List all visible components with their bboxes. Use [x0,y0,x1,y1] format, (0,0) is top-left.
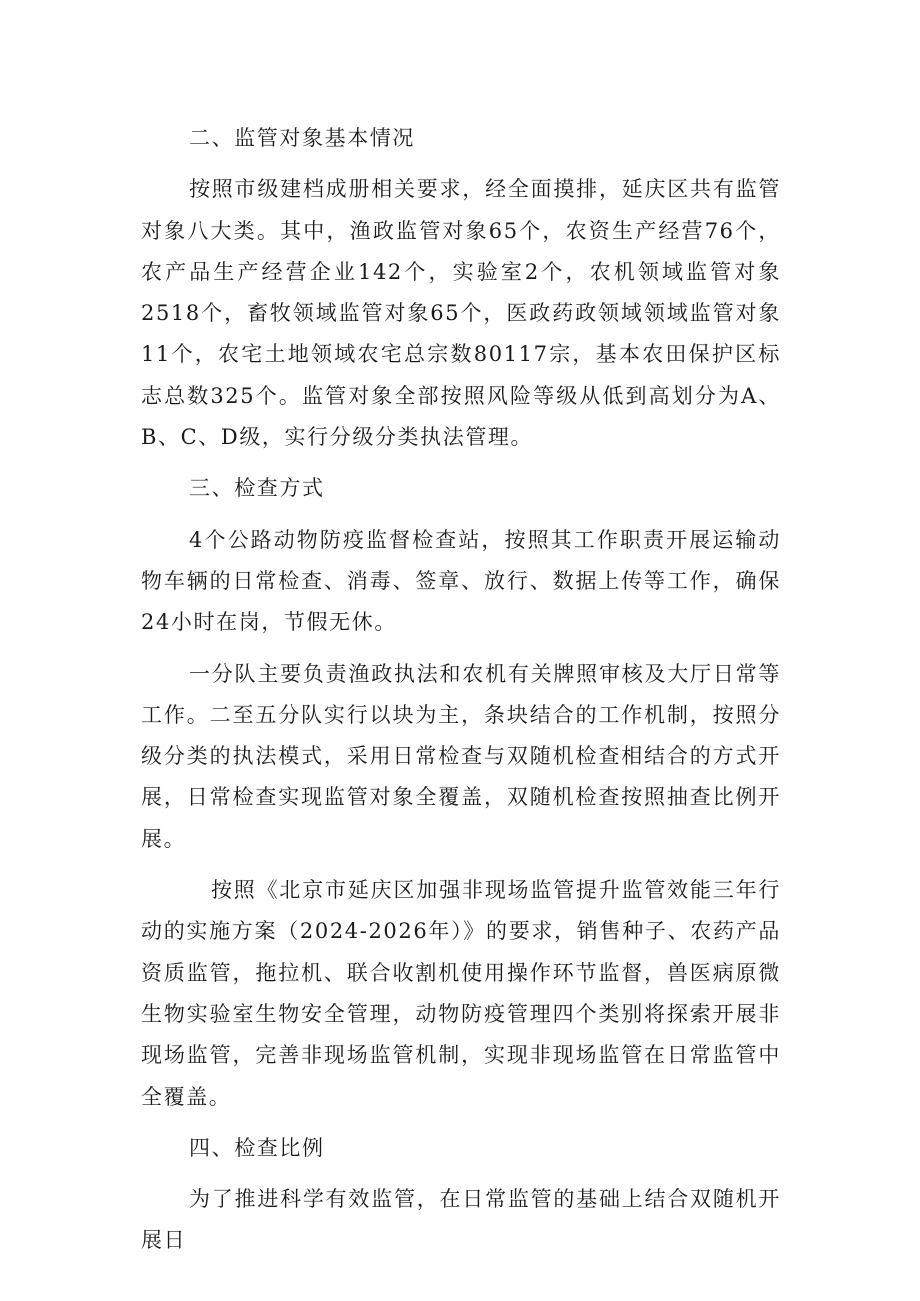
paragraph-offsite-supervision: 按照《北京市延庆区加强非现场监管提升监管效能三年行动的实施方案（2024-2026年）》的要求，销售种子、农药产品资质监管，拖拉机、联合收割机使用操作环节监督，兽医病原微生物实验室生物安全管理，动物防疫管理四个类别将探索开展非现场监管，完善非现场监管机制，实现非现场监管在日常监管中全覆盖。 [141,878,781,1109]
section-heading-3: 三、检查方式 [189,476,325,501]
document-body [141,118,781,1272]
paragraph-squad-duties: 一分队主要负责渔政执法和农机有关牌照审核及大厅日常等工作。二至五分队实行以块为主，条块结合的工作机制，按照分级分类的执法模式，采用日常检查与双随机检查相结合的方式开展，日常检查实现监管对象全覆盖，双随机检查按照抽查比例开展。 [141,661,781,851]
paragraph-inspection-ratio: 为了推进科学有效监管，在日常监管的基础上结合双随机开展日 [141,1187,781,1253]
paragraph-checkpoint-stations: 4个公路动物防疫监督检查站，按照其工作职责开展运输动物车辆的日常检查、消毒、签章、放行、数据上传等工作，确保24小时在岗，节假无休。 [141,527,781,635]
paragraph-supervision-objects: 按照市级建档成册相关要求，经全面摸排，延庆区共有监管对象八大类。其中，渔政监管对象65个，农资生产经营76个，农产品生产经营企业142个，实验室2个，农机领域监管对象2518个，畜牧领域监管对象65个，医政药政领域领域监管对象11个，农宅土地领域农宅总宗数80117宗，基本农田保护区标志总数325个。监管对象全部按照风险等级从低到高划分为A、B、C、D级，实行分级分类执法管理。 [141,177,781,450]
section-heading-2: 二、监管对象基本情况 [189,126,415,150]
section-heading-4: 四、检查比例 [189,1135,325,1160]
